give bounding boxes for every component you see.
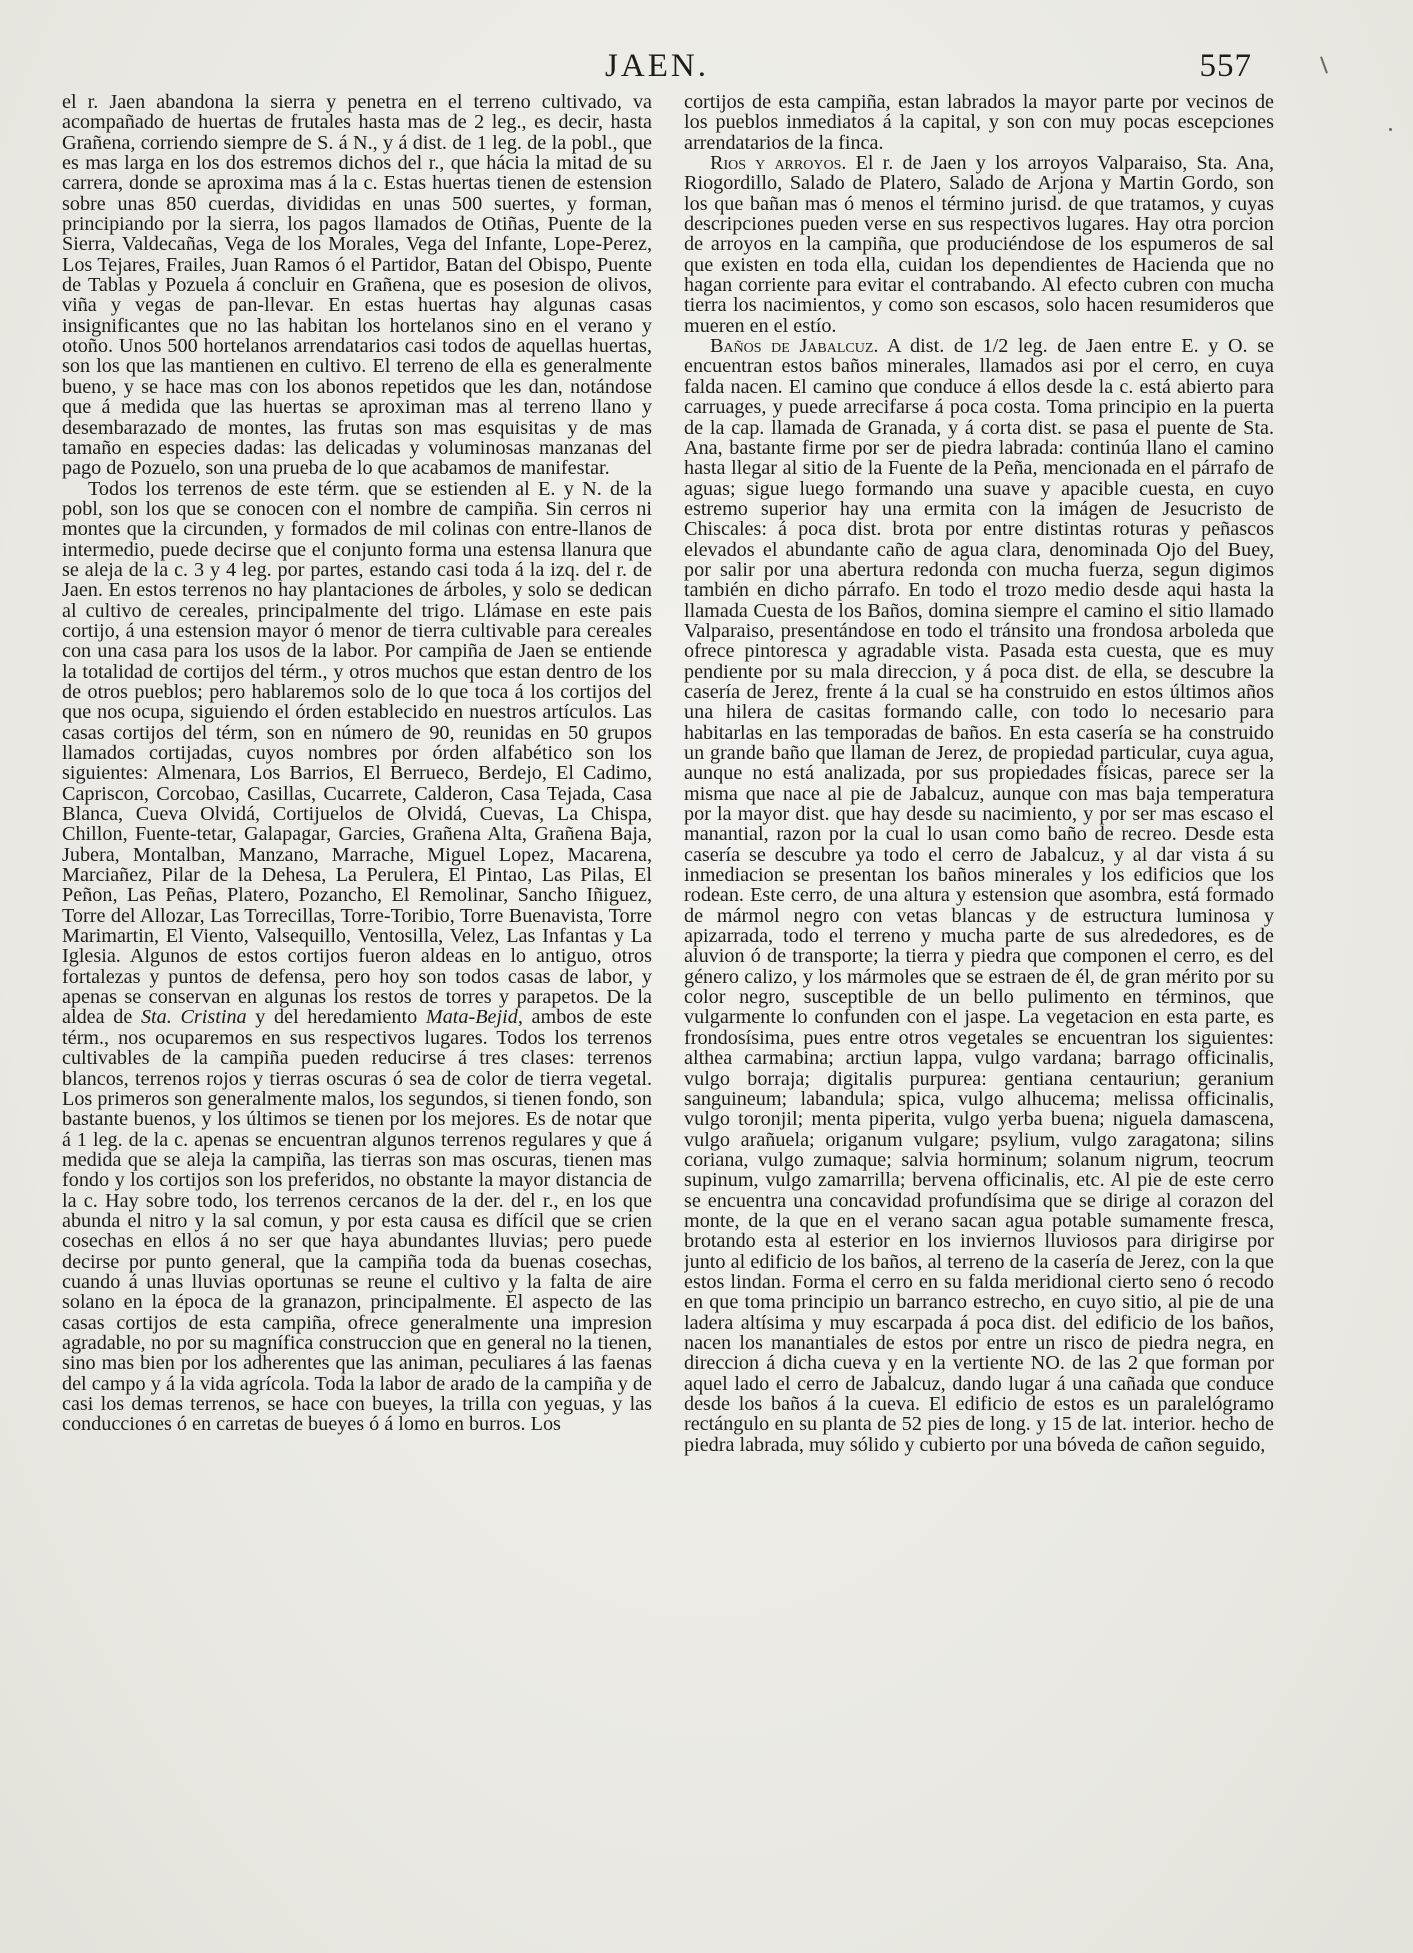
text-columns [62, 92, 1274, 1928]
running-head: JAEN. [605, 48, 709, 84]
page-header [62, 48, 1252, 98]
paragraph-cortijos: cortijos de esta campiña, estan labrados la mayor parte por vecinos de los pueblos inmediatos á la capital, y son con muy pocas escepciones arrendatarios de la finca. [684, 92, 1274, 154]
section-heading: Rios y arroyos. [710, 152, 847, 175]
italic-place-name: Sta. Cristina [140, 1006, 247, 1029]
page-number: 557 [1199, 48, 1252, 84]
text-segment: y del heredamiento [255, 1006, 418, 1029]
paragraph-rios [684, 153, 1274, 336]
paragraph-banos [684, 336, 1274, 1455]
paragraph-huertas: el r. Jaen abandona la sierra y penetra en el terreno cultivado, va acompañado de huertas de frutales hasta mas de 2 leg., es decir, hasta Grañena, corriendo siempre de S. á N., y á dist. de 1 leg. de la pobl., que es mas larga en los dos estremos dichos del r., que hácia la mitad de su carrera, donde se aproxima mas á la c. Estas huertas tienen de estension sobre unas 850 cuerdas, divididas en unas 500 suertes, y forman, principiando por la sierra, los pagos llamados de Otiñas, Puente de la Sierra, Valdecañas, Vega de los Morales, Vega del Infante, Lope-Perez, Los Tejares, Frailes, Juan Ramos ó el Partidor, Batan del Obispo, Puente de Tablas y Pozuela á concluir en Grañena, que es posesion de olivos, viña y vegas de pan-llevar. En estas huertas hay algunas casas insignificantes que no las habitan los hortelanos sino en el verano y otoño. Unos 500 hortelanos arrendatarios casi todos de aquellas huertas, son los que las mantienen en cultivo. El terreno de ella es generalmente bueno, y se hace mas con los abonos repetidos que les dan, notándose que á medida que las huertas se aproximan mas al terreno llano y desembarazado de montes, las frutas son mas esquisitas y de mas tamaño en especies dadas: las delicadas y voluminosas manzanas del pago de Pozuelo, son una prueba de lo que acabamos de manifestar. [62, 92, 652, 480]
right-column [684, 92, 1274, 1928]
page-mark [1320, 56, 1328, 74]
left-column [62, 92, 652, 1928]
page-mark [1389, 128, 1392, 131]
section-heading: Baños de Jabalcuz. [710, 335, 879, 358]
text-segment: , ambos de este térm., nos ocuparemos en sus respectivos lugares. Todos los terrenos cultivables de la campiña pueden reducirse á tres clases: terrenos blancos, terrenos rojos y tierras oscuras ó sea de color de tierra vegetal. Los primeros son generalmente malos, los segundos, si tienen fondo, son bastante buenos, y los últimos se tienen por los mejores. Es de notar que á 1 leg. de la c. apenas se encuentran algunos terrenos regulares y que á medida que se aleja la campiña, las tierras son mas oscuras, tienen mas fondo y los cortijos son los preferidos, no obstante la mayor distancia de la c. Hay sobre todo, los terrenos cercanos de la der. del r., en los que abunda el nitro y la sal comun, y por esta causa es difícil que se crien cosechas en ellos á no ser que haya abundantes lluvias; pero puede decirse por punto general, que la campiña toda da buenas cosechas, cuando á unas lluvias oportunas se reune el cultivo y la falta de aire solano en la época de la granazon, principalmente. El aspecto de las casas cortijos de esta campiña, ofrece generalmente una impresion agradable, no por su magnífica construccion que en general no la tienen, sino mas bien por los adherentes que las animan, peculiares á las faenas del campo y á la vida agrícola. Toda la labor de arado de la campiña y de casi los demas terrenos, se hace con bueyes, la trilla con yeguas, y las conducciones ó en carretas de bueyes ó á lomo en burros. Los [62, 1006, 652, 1436]
text-segment: El r. de Jaen y los arroyos Valparaiso, Sta. Ana, Riogordillo, Salado de Platero, Salado de Arjona y Martin Gordo, son los que bañan mas ó menos el término jurisd. de que tratamos, y cuyas descripciones pueden verse en sus respectivos lugares. Hay otra porcion de arroyos en la campiña, que produciéndose de los espumeros de sal que existen en toda ella, cuidan los dependientes de Hacienda que no hagan corriente para evitar el contrabando. Al efecto cubren con mucha tierra los nacimientos, y como son escasos, solo hacen resumideros que mueren en el estío. [684, 152, 1274, 337]
italic-place-name: Mata-Bejid [425, 1006, 518, 1029]
text-segment: Todos los terrenos de este térm. que se estienden al E. y N. de la pobl, son los que se conocen con el nombre de campiña. Sin cerros ni montes que la circunden, y formados de mil colinas con entre-llanos de intermedio, puede decirse que el conjunto forma una estensa llanura que se aleja de la c. 3 y 4 leg. por partes, estando casi toda á la izq. del r. de Jaen. En estos terrenos no hay plantaciones de árboles, y solo se dedican al cultivo de cereales, principalmente del trigo. Llámase en este pais cortijo, á una estension mayor ó menor de tierra cultivable para cereales con una casa para los usos de la labor. Por campiña de Jaen se entiende la totalidad de cortijos del térm., y otros muchos que estan dentro de los de otros pueblos; pero hablaremos solo de lo que toca á los cortijos del que nos ocupa, siguiendo el órden establecido en nuestros artículos. Las casas cortijos del térm, son en número de 90, reunidas en 50 grupos llamados cortijadas, cuyos nombres por órden alfabético son los siguientes: Almenara, Los Barrios, El Berrueco, Berdejo, El Cadimo, Capriscon, Corcobao, Casillas, Cucarrete, Calderon, Casa Tejada, Casa Blanca, Cueva Olvidá, Cortijuelos de Olvidá, Cuevas, La Chispa, Chillon, Fuente-tetar, Galapagar, Garcies, Grañena Alta, Grañena Baja, Jubera, Montalban, Manzano, Marrache, Miguel Lopez, Macarena, Marciañez, Pilar de la Dehesa, La Perulera, El Pintao, Las Pilas, El Peñon, Las Peñas, Platero, Pozancho, El Remolinar, Sancho Iñiguez, Torre del Allozar, Las Torrecillas, Torre-Toribio, Torre Buenavista, Torre Marimartin, El Viento, Valsequillo, Ventosilla, Velez, Las Infantas y La Iglesia. Algunos de estos cortijos fueron aldeas en lo antiguo, otros fortalezas y puntos de defensa, pero hoy son todos casas de labor, y apenas se conservan en algunas los restos de torres y parapetos. De la aldea de [62, 477, 652, 1029]
text-segment: A dist. de 1/2 leg. de Jaen entre E. y O. se encuentran estos baños minerales, llamados asi por el cerro, en cuya falda nacen. El camino que conduce á ellos desde la c. está abierto para carruages, y puede arrecifarse á poca costa. Toma principio en la puerta de la cap. llamada de Granada, y á corta dist. se pasa el puente de Sta. Ana, bastante firme por ser de piedra labrada: continúa llano el camino hasta llegar al sitio de la Fuente de la Peña, mencionada en el párrafo de aguas; sigue luego formando una suave y apacible cuesta, en cuyo estremo superior hay una ermita con la imágen de Jesucristo de Chiscales: á poca dist. brota por entre distintas roturas y peñascos elevados el abundante caño de agua clara, denominada Ojo del Buey, por salir por una abertura redonda con mucha fuerza, segun digimos también en dicho párrafo. En todo el trozo medio desde aqui hasta la llamada Cuesta de los Baños, domina siempre el camino el sitio llamado Valparaiso, presentándose en todo el tránsito una frondosa arboleda que ofrece pintoresca y agradable vista. Pasada esta cuesta, que es muy pendiente por su mala direccion, y á poca dist. de ella, se descubre la casería de Jerez, frente á la cual se ha construido en estos últimos años una hilera de casitas formando calle, con todo lo necesario para habitarlas en las temporadas de baños. En esta casería se ha construido un grande baño que llaman de Jerez, de propiedad particular, cuya agua, aunque no está analizada, por sus propiedades físicas, parece ser la misma que nace al pie de Jabalcuz, aunque con mas baja temperatura por la mayor dist. que hay desde su nacimiento, y por ser mas escaso el manantial, razon por la cual lo usan como baño de recreo. Desde esta casería se descubre ya todo el cerro de Jabalcuz, y al dar vista á su inmediacion se presentan los baños minerales y los edificios que los rodean. Este cerro, de una altura y estension que asombra, está formado de mármol negro con vetas blancas y de estructura luminosa y apizarrada, todo el terreno y mucha parte de sus alrededores, es de aluvion ó de transporte; la tierra y piedra que componen el cerro, es del género calizo, y los mármoles que se estraen de él, de gran mérito por su color negro, susceptible de un bello pulimento en términos, que vulgarmente lo confunden con el jaspe. La vegetacion en esta parte, es frondosísima, pues entre otros vegetales se encuentran los siguientes: althea carmabina; arctiun lappa, vulgo vardana; barrago officinalis, vulgo borraja; digitalis purpurea: gentiana centauriun; geranium sanguineum; labandula; spica, vulgo alhucema; melissa officinalis, vulgo toronjil; menta piperita, vulgo yerba buena; niguela damascena, vulgo arañuela; origanum vulgare; psylium, vulgo zaragatona; silins coriana, vulgo zumaque; salvia horminum; solanum nigrum, teocrum supinum, vulgo zamarrilla; bervena officinalis, etc. Al pie de este cerro se encuentra una concavidad profundísima que se dirige al corazon del monte, de la que en el verano sacan agua potable sumamente fresca, brotando esta al esterior en los inviernos lluviosos para dirigirse por junto al edificio de los baños, al terreno de la casería de Jerez, con la que estos lindan. Forma el cerro en su falda meridional cierto seno ó recodo en que toma principio un barranco estrecho, en cuyo sitio, al pie de una ladera altísima y muy escarpada á poca dist. del edificio de los baños, nacen los manantiales de estos por entre un risco de piedra negra, en direccion á dicha cueva y en la vertiente NO. de las 2 que forman por aquel lado el cerro de Jabalcuz, dando lugar á una cañada que conduce desde los baños á la cueva. El edificio de estos es un paralelógramo rectángulo en su planta de 52 pies de long. y 15 de lat. interior. hecho de piedra labrada, muy sólido y cubierto por una bóveda de cañon seguido, [684, 335, 1274, 1456]
paragraph-campina [62, 479, 652, 1435]
